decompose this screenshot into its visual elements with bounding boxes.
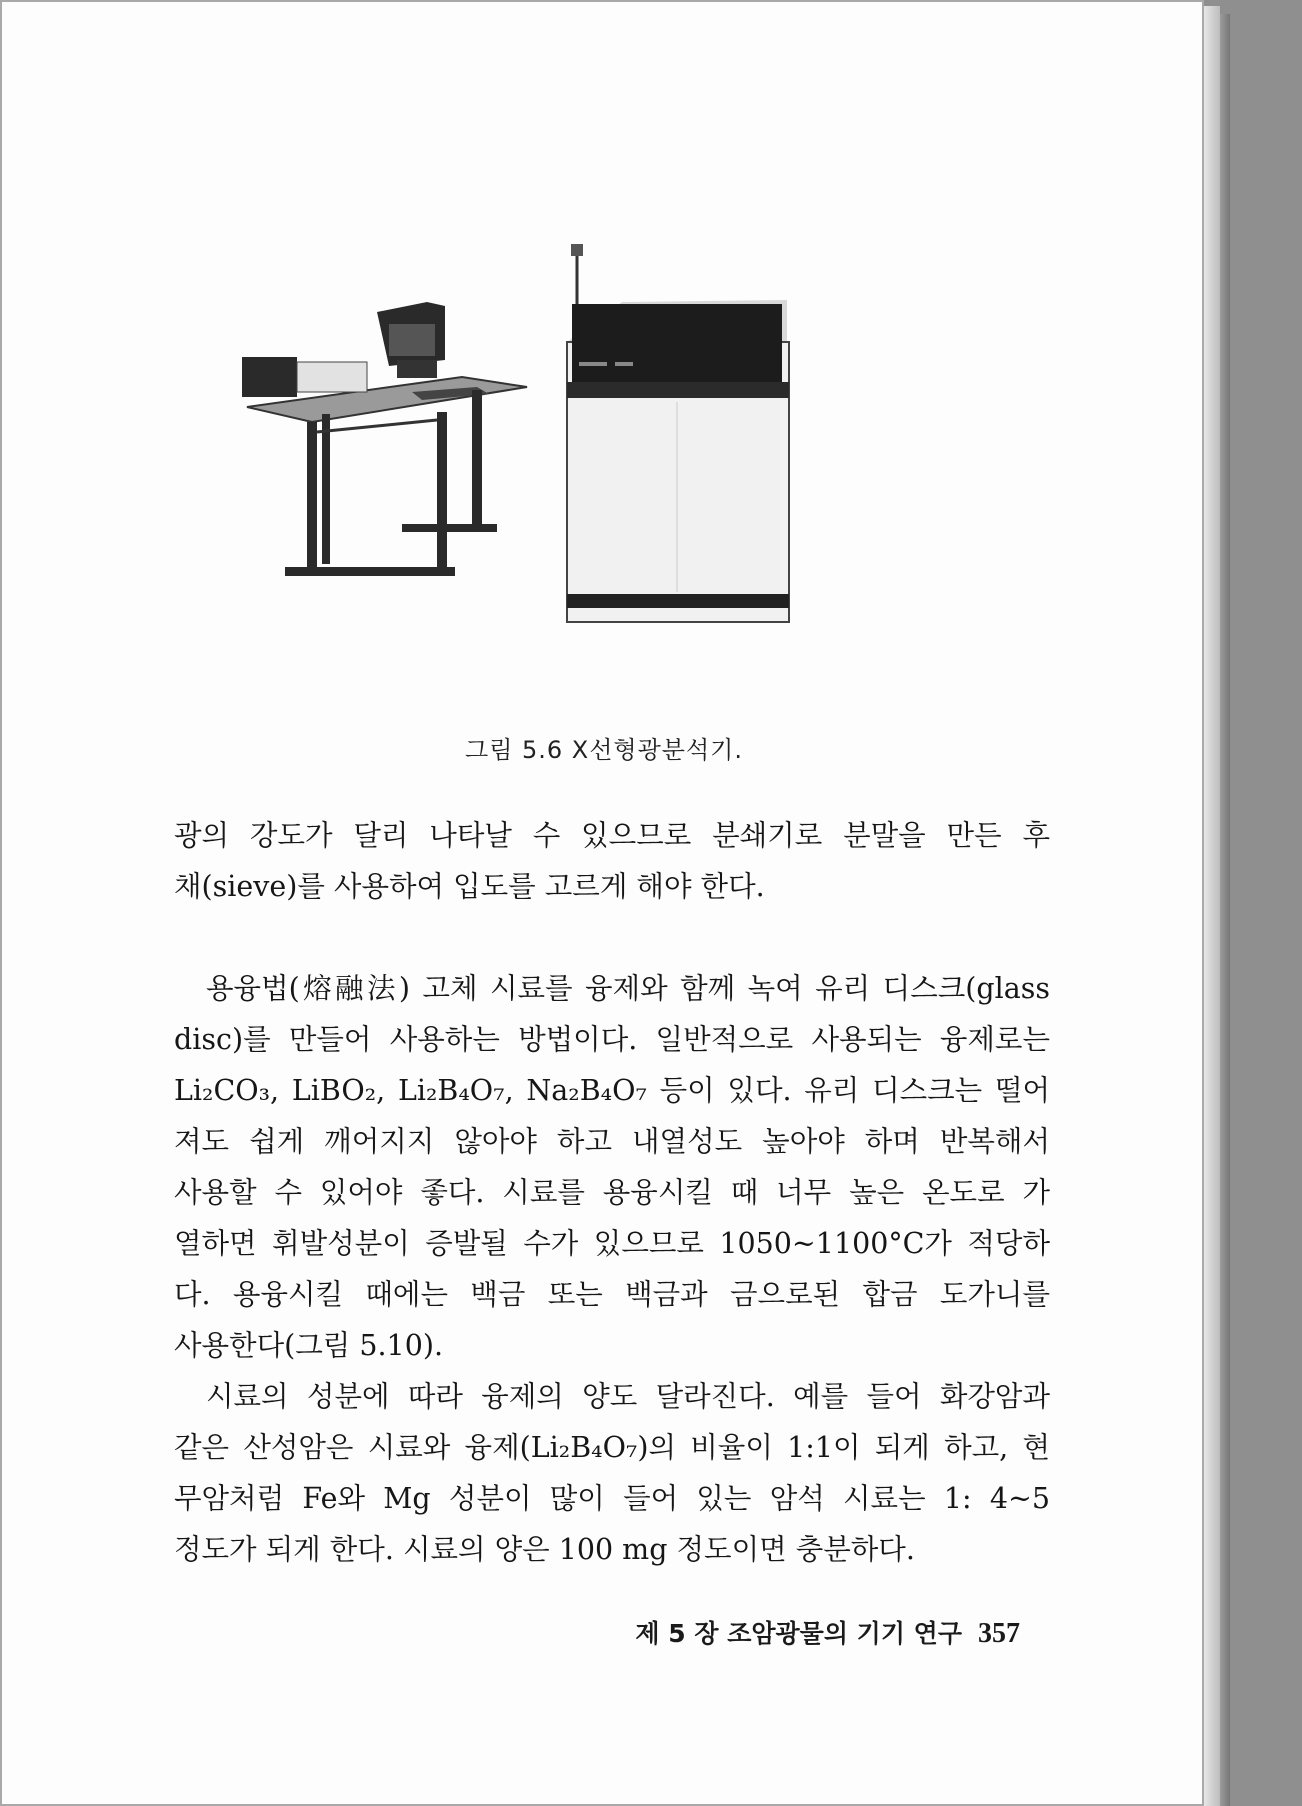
running-footer [635,1614,1020,1650]
text-line: 광의 강도가 달리 나타날 수 있으므로 분쇄기로 분말을 만든 후 [174,819,1050,852]
figure-caption: 그림 5.6 X선형광분석기. [465,736,743,764]
text-line: 채(sieve)를 사용하여 입도를 고르게 해야 한다. [174,870,765,903]
text-line: 열하면 휘발성분이 증발될 수가 있으므로 1050~1100°C가 적당하 [174,1227,1050,1260]
text-line: 다. 용융시킬 때에는 백금 또는 백금과 금으로된 합금 도가니를 [174,1278,1050,1311]
text-line: 사용할 수 있어야 좋다. 시료를 용융시킬 때 너무 높은 온도로 가 [174,1176,1050,1209]
text-line: 사용한다(그림 5.10). [174,1329,443,1362]
text-line: 용융법(熔融法) 고체 시료를 융제와 함께 녹여 유리 디스크(glass [206,972,1050,1005]
text-line: 정도가 되게 한다. 시료의 양은 100 mg 정도이면 충분하다. [174,1533,915,1566]
text-line: 져도 쉽게 깨어지지 않아야 하고 내열성도 높아야 하며 반복해서 [174,1125,1050,1158]
text-line: 시료의 성분에 따라 융제의 양도 달라진다. 예를 들어 화강암과 [206,1380,1050,1413]
text-line: 무암처럼 Fe와 Mg 성분이 많이 들어 있는 암석 시료는 1: 4~5 [174,1482,1050,1515]
paragraph-fusion-method [174,963,1050,1575]
paragraph-continued [174,810,1050,912]
text-line: disc)를 만들어 사용하는 방법이다. 일반적으로 사용되는 융제로는 [174,1023,1050,1056]
text-line: 같은 산성암은 시료와 융제(Li₂B₄O₇)의 비율이 1:1이 되게 하고, 현 [174,1431,1050,1464]
book-spine-shadow [1220,14,1230,1806]
text-line: Li₂CO₃, LiBO₂, Li₂B₄O₇, Na₂B₄O₇ 등이 있다. 유리 디스크는 떨어 [174,1074,1050,1107]
chapter-title: 제 5 장 조암광물의 기기 연구 [635,1619,962,1648]
page-number: 357 [978,1618,1020,1649]
xrf-spectrometer-photo [227,242,927,682]
page-edge [1204,6,1220,1806]
